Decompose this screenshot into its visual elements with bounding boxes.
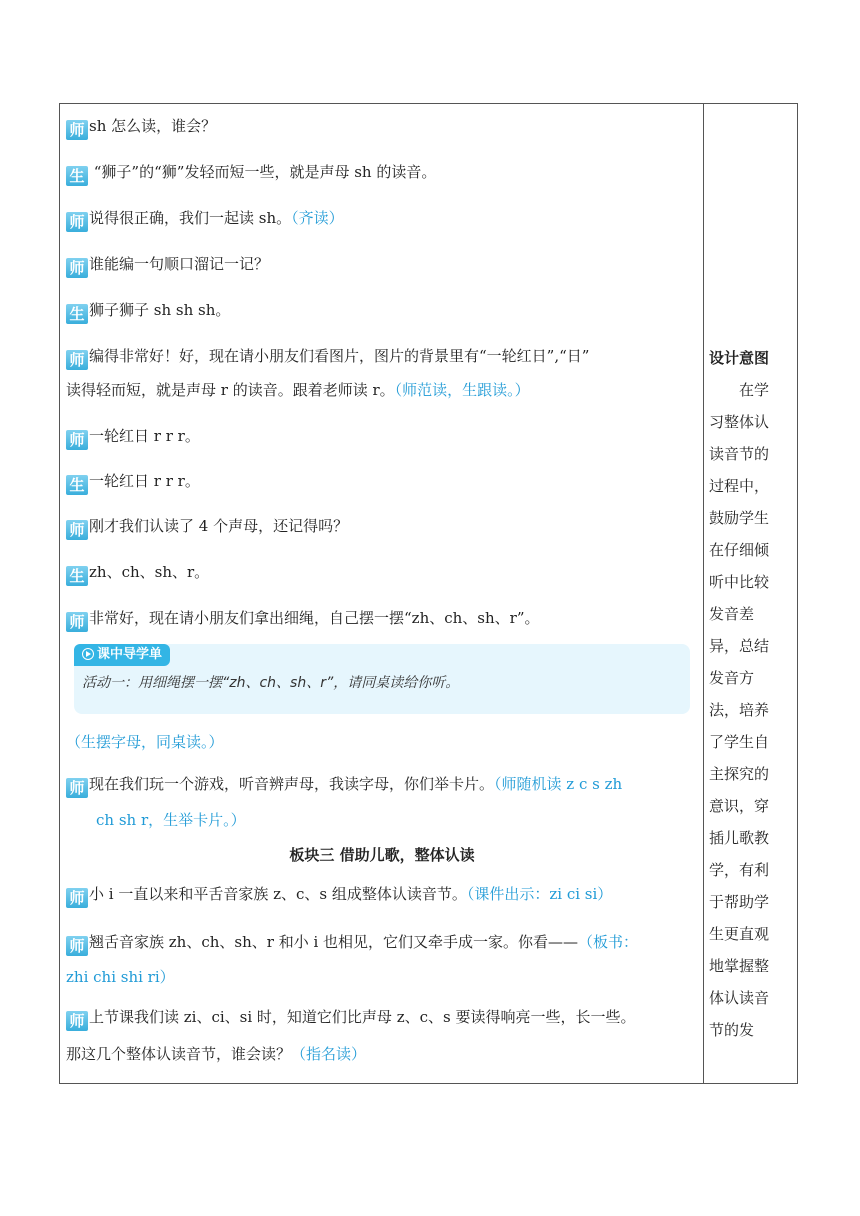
stage-note: （指名读） (291, 1045, 367, 1063)
design-intent-text (709, 374, 793, 1046)
design-intent-title: 设计意图 (709, 349, 770, 367)
intent-line: 体认读音 (709, 989, 770, 1007)
dialogue-line (66, 884, 612, 908)
dialogue-text: 谁能编一句顺口溜记一记？ (89, 255, 270, 273)
speaker-badge: 生 (66, 304, 88, 324)
speaker-badge: 师 (66, 120, 88, 140)
play-circle-icon (82, 648, 94, 660)
speaker-badge: 生 (66, 566, 88, 586)
dialogue-line (66, 162, 436, 186)
in-class-guide-box (74, 644, 690, 714)
intent-line: 读音节的 (709, 445, 770, 463)
dialogue-text: 狮子狮子 sh sh sh。 (89, 301, 231, 319)
stage-note-continuation: zhi chi shi ri） (66, 968, 175, 986)
guide-title: 课中导学单 (97, 647, 163, 662)
dialogue-line (66, 346, 589, 370)
stage-note-continuation: ch sh r，生举卡片。） (96, 811, 246, 829)
intent-line: 生更直观 (709, 925, 770, 943)
dialogue-line (66, 562, 209, 586)
speaker-badge: 师 (66, 430, 88, 450)
dialogue-text: 翘舌音家族 zh、ch、sh、r 和小 i 也相见，它们又牵手成一家。你看—— (89, 933, 579, 951)
stage-note: （课件出示：zi ci si） (466, 885, 613, 903)
dialogue-text: 编得非常好！好，现在请小朋友们看图片，图片的背景里有“一轮红日”,“日” (89, 347, 590, 365)
intent-line: 过程中， (709, 477, 770, 495)
intent-line: 鼓励学生 (709, 509, 770, 527)
intent-line: 发音差 (709, 605, 755, 623)
dialogue-line (66, 1007, 635, 1031)
stage-note: （师范读，生跟读。） (394, 381, 530, 399)
intent-line: 主探究的 (709, 765, 770, 783)
stage-note: （齐读） (291, 209, 344, 227)
intent-line: 意识，穿 (709, 797, 770, 815)
stage-note: （板书： (578, 933, 639, 951)
speaker-badge: 师 (66, 258, 88, 278)
stage-note: （师随机读 z c s zh (494, 775, 623, 793)
intent-line: 插儿歌教 (709, 829, 770, 847)
dialogue-text: 那这几个整体认读音节，谁会读？ (66, 1045, 292, 1063)
guide-activity-text: 活动一：用细绳摆一摆“zh、ch、sh、r”，请同桌读给你听。 (82, 675, 460, 691)
intent-line: 发音方 (709, 669, 755, 687)
column-divider (703, 103, 704, 1084)
dialogue-continuation (66, 1044, 366, 1064)
stage-note-line: （生摆字母，同桌读。） (66, 733, 224, 751)
intent-line: 异，总结 (709, 637, 770, 655)
dialogue-text: 现在我们玩一个游戏，听音辨声母，我读字母，你们举卡片。 (89, 775, 495, 793)
speaker-badge: 师 (66, 888, 88, 908)
speaker-badge: 生 (66, 166, 88, 186)
dialogue-text: 上节课我们读 zi、ci、si 时，知道它们比声母 z、c、s 要读得响亮一些，长一些。 (89, 1008, 636, 1026)
intent-line: 习整体认 (709, 413, 770, 431)
dialogue-text: 一轮红日 r r r。 (89, 472, 200, 490)
dialogue-line (66, 300, 230, 324)
dialogue-line (66, 774, 622, 798)
dialogue-line (66, 608, 540, 632)
section-heading: 板块三 借助儿歌，整体认读 (289, 846, 475, 864)
dialogue-text: “狮子”的“狮”发轻而短一些，就是声母 sh 的读音。 (89, 163, 437, 181)
dialogue-text: 非常好，现在请小朋友们拿出细绳，自己摆一摆“zh、ch、sh、r”。 (89, 609, 540, 627)
intent-line: 在学 (709, 381, 770, 399)
dialogue-line (66, 426, 200, 450)
intent-line: 在仔细倾 (709, 541, 770, 559)
dialogue-text: zh、ch、sh、r。 (89, 563, 210, 581)
intent-line: 学，有利 (709, 861, 770, 879)
intent-line: 听中比较 (709, 573, 770, 591)
intent-line: 了学生自 (709, 733, 770, 751)
speaker-badge: 师 (66, 520, 88, 540)
speaker-badge: 师 (66, 612, 88, 632)
speaker-badge: 师 (66, 936, 88, 956)
speaker-badge: 师 (66, 778, 88, 798)
speaker-badge: 生 (66, 475, 88, 495)
dialogue-continuation (66, 380, 530, 400)
dialogue-line (66, 208, 344, 232)
guide-header (74, 644, 170, 666)
dialogue-line (66, 932, 638, 956)
dialogue-line (66, 254, 269, 278)
dialogue-line (66, 516, 348, 540)
design-intent-column (709, 348, 793, 1046)
intent-line: 地掌握整 (709, 957, 770, 975)
dialogue-text: 刚才我们认读了 4 个声母，还记得吗？ (89, 517, 349, 535)
dialogue-text: 读得轻而短，就是声母 r 的读音。跟着老师读 r。 (66, 381, 395, 399)
intent-line: 于帮助学 (709, 893, 770, 911)
intent-line: 节的发 (709, 1021, 755, 1039)
speaker-badge: 师 (66, 350, 88, 370)
dialogue-text: 说得很正确，我们一起读 sh。 (89, 209, 292, 227)
speaker-badge: 师 (66, 1011, 88, 1031)
speaker-badge: 师 (66, 212, 88, 232)
intent-line: 法，培养 (709, 701, 770, 719)
dialogue-text: 小 i 一直以来和平舌音家族 z、c、s 组成整体认读音节。 (89, 885, 467, 903)
dialogue-text: sh 怎么读，谁会？ (89, 117, 217, 135)
dialogue-line (66, 116, 216, 140)
dialogue-line (66, 471, 200, 495)
dialogue-text: 一轮红日 r r r。 (89, 427, 200, 445)
